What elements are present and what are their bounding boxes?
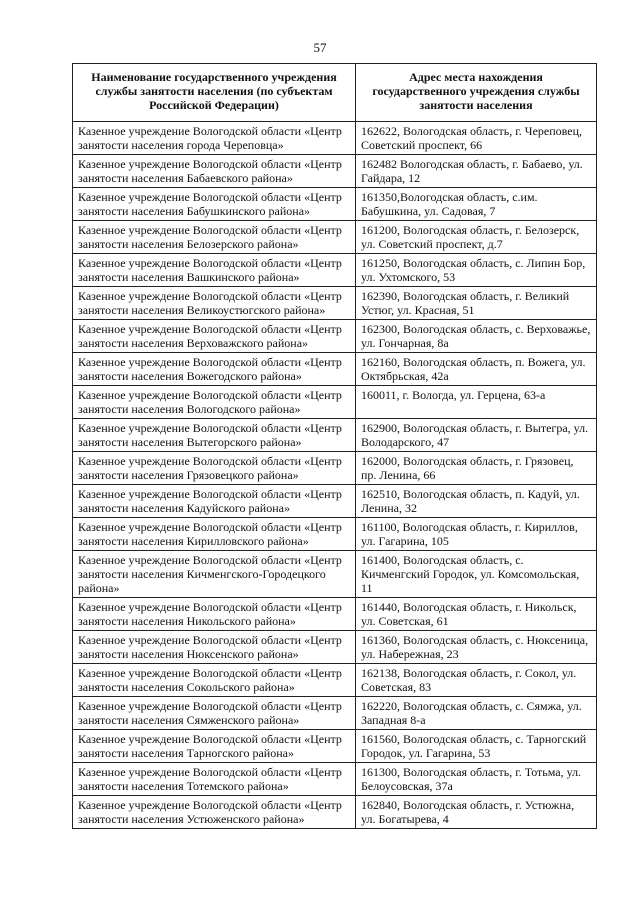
institution-name-cell: Казенное учреждение Вологодской области «Центр занятости населения Устюженского района» (73, 796, 356, 829)
address-cell: 162840, Вологодская область, г. Устюжна, ул. Богатырева, 4 (356, 796, 597, 829)
employment-centers-table (72, 63, 597, 829)
institution-name-cell: Казенное учреждение Вологодской области «Центр занятости населения Сямженского района» (73, 697, 356, 730)
table-row (73, 254, 597, 287)
table-row (73, 730, 597, 763)
address-cell: 161560, Вологодская область, с. Тарногский Городок, ул. Гагарина, 53 (356, 730, 597, 763)
table-row (73, 386, 597, 419)
institution-name-cell: Казенное учреждение Вологодской области «Центр занятости населения Белозерского района» (73, 221, 356, 254)
institution-name-cell: Казенное учреждение Вологодской области «Центр занятости населения Никольского района» (73, 598, 356, 631)
table-row (73, 419, 597, 452)
address-cell: 161350,Вологодская область, с.им. Бабушкина, ул. Садовая, 7 (356, 188, 597, 221)
table-row (73, 188, 597, 221)
table-body (73, 122, 597, 829)
institution-name-cell: Казенное учреждение Вологодской области «Центр занятости населения Бабушкинского района» (73, 188, 356, 221)
address-cell: 161100, Вологодская область, г. Кириллов, ул. Гагарина, 105 (356, 518, 597, 551)
institution-name-cell: Казенное учреждение Вологодской области «Центр занятости населения города Череповца» (73, 122, 356, 155)
institution-name-cell: Казенное учреждение Вологодской области «Центр занятости населения Вытегорского района» (73, 419, 356, 452)
address-cell: 162138, Вологодская область, г. Сокол, ул. Советская, 83 (356, 664, 597, 697)
address-cell: 162220, Вологодская область, с. Сямжа, ул. Западная 8-а (356, 697, 597, 730)
table-row (73, 664, 597, 697)
table-row (73, 631, 597, 664)
institution-name-cell: Казенное учреждение Вологодской области «Центр занятости населения Кадуйского района» (73, 485, 356, 518)
table-header-row (73, 64, 597, 122)
table-row (73, 122, 597, 155)
table-row (73, 155, 597, 188)
institution-name-cell: Казенное учреждение Вологодской области «Центр занятости населения Вашкинского района» (73, 254, 356, 287)
table-row (73, 287, 597, 320)
table-row (73, 551, 597, 598)
address-cell: 162000, Вологодская область, г. Грязовец, пр. Ленина, 66 (356, 452, 597, 485)
institution-name-cell: Казенное учреждение Вологодской области «Центр занятости населения Вологодского района» (73, 386, 356, 419)
table-row (73, 598, 597, 631)
institution-name-cell: Казенное учреждение Вологодской области «Центр занятости населения Грязовецкого района» (73, 452, 356, 485)
address-cell: 160011, г. Вологда, ул. Герцена, 63-а (356, 386, 597, 419)
header-address: Адрес места нахождения государственного учреждения службы занятости населения (356, 64, 597, 122)
address-cell: 161400, Вологодская область, с. Кичменгский Городок, ул. Комсомольская, 11 (356, 551, 597, 598)
institution-name-cell: Казенное учреждение Вологодской области «Центр занятости населения Бабаевского района» (73, 155, 356, 188)
address-cell: 162390, Вологодская область, г. Великий Устюг, ул. Красная, 51 (356, 287, 597, 320)
table-row (73, 518, 597, 551)
address-cell: 161300, Вологодская область, г. Тотьма, ул. Белоусовская, 37а (356, 763, 597, 796)
address-cell: 161250, Вологодская область, с. Липин Бор, ул. Ухтомского, 53 (356, 254, 597, 287)
address-cell: 162510, Вологодская область, п. Кадуй, ул. Ленина, 32 (356, 485, 597, 518)
institution-name-cell: Казенное учреждение Вологодской области «Центр занятости населения Кирилловского района» (73, 518, 356, 551)
header-institution-name: Наименование государственного учреждения службы занятости населения (по субъектам Российской Федерации) (73, 64, 356, 122)
address-cell: 162482 Вологодская область, г. Бабаево, ул. Гайдара, 12 (356, 155, 597, 188)
table-row (73, 221, 597, 254)
table-row (73, 697, 597, 730)
institution-name-cell: Казенное учреждение Вологодской области «Центр занятости населения Тотемского района» (73, 763, 356, 796)
address-cell: 162300, Вологодская область, с. Верховажье, ул. Гончарная, 8а (356, 320, 597, 353)
table-row (73, 796, 597, 829)
address-cell: 162900, Вологодская область, г. Вытегра, ул. Володарского, 47 (356, 419, 597, 452)
institution-name-cell: Казенное учреждение Вологодской области «Центр занятости населения Кичменгского-Городецкого района» (73, 551, 356, 598)
table-row (73, 452, 597, 485)
table-row (73, 353, 597, 386)
institution-name-cell: Казенное учреждение Вологодской области «Центр занятости населения Верховажского района» (73, 320, 356, 353)
address-cell: 161440, Вологодская область, г. Никольск, ул. Советская, 61 (356, 598, 597, 631)
address-cell: 161360, Вологодская область, с. Нюксеница, ул. Набережная, 23 (356, 631, 597, 664)
table-row (73, 485, 597, 518)
institution-name-cell: Казенное учреждение Вологодской области «Центр занятости населения Вожегодского района» (73, 353, 356, 386)
address-cell: 161200, Вологодская область, г. Белозерск, ул. Советский проспект, д.7 (356, 221, 597, 254)
institution-name-cell: Казенное учреждение Вологодской области «Центр занятости населения Нюксенского района» (73, 631, 356, 664)
address-cell: 162160, Вологодская область, п. Вожега, ул. Октябрьская, 42а (356, 353, 597, 386)
institution-name-cell: Казенное учреждение Вологодской области «Центр занятости населения Сокольского района» (73, 664, 356, 697)
address-cell: 162622, Вологодская область, г. Череповец, Советский проспект, 66 (356, 122, 597, 155)
table-row (73, 320, 597, 353)
institution-name-cell: Казенное учреждение Вологодской области «Центр занятости населения Тарногского района» (73, 730, 356, 763)
institution-name-cell: Казенное учреждение Вологодской области «Центр занятости населения Великоустюгского района» (73, 287, 356, 320)
page-number: 57 (313, 40, 327, 55)
table-row (73, 763, 597, 796)
